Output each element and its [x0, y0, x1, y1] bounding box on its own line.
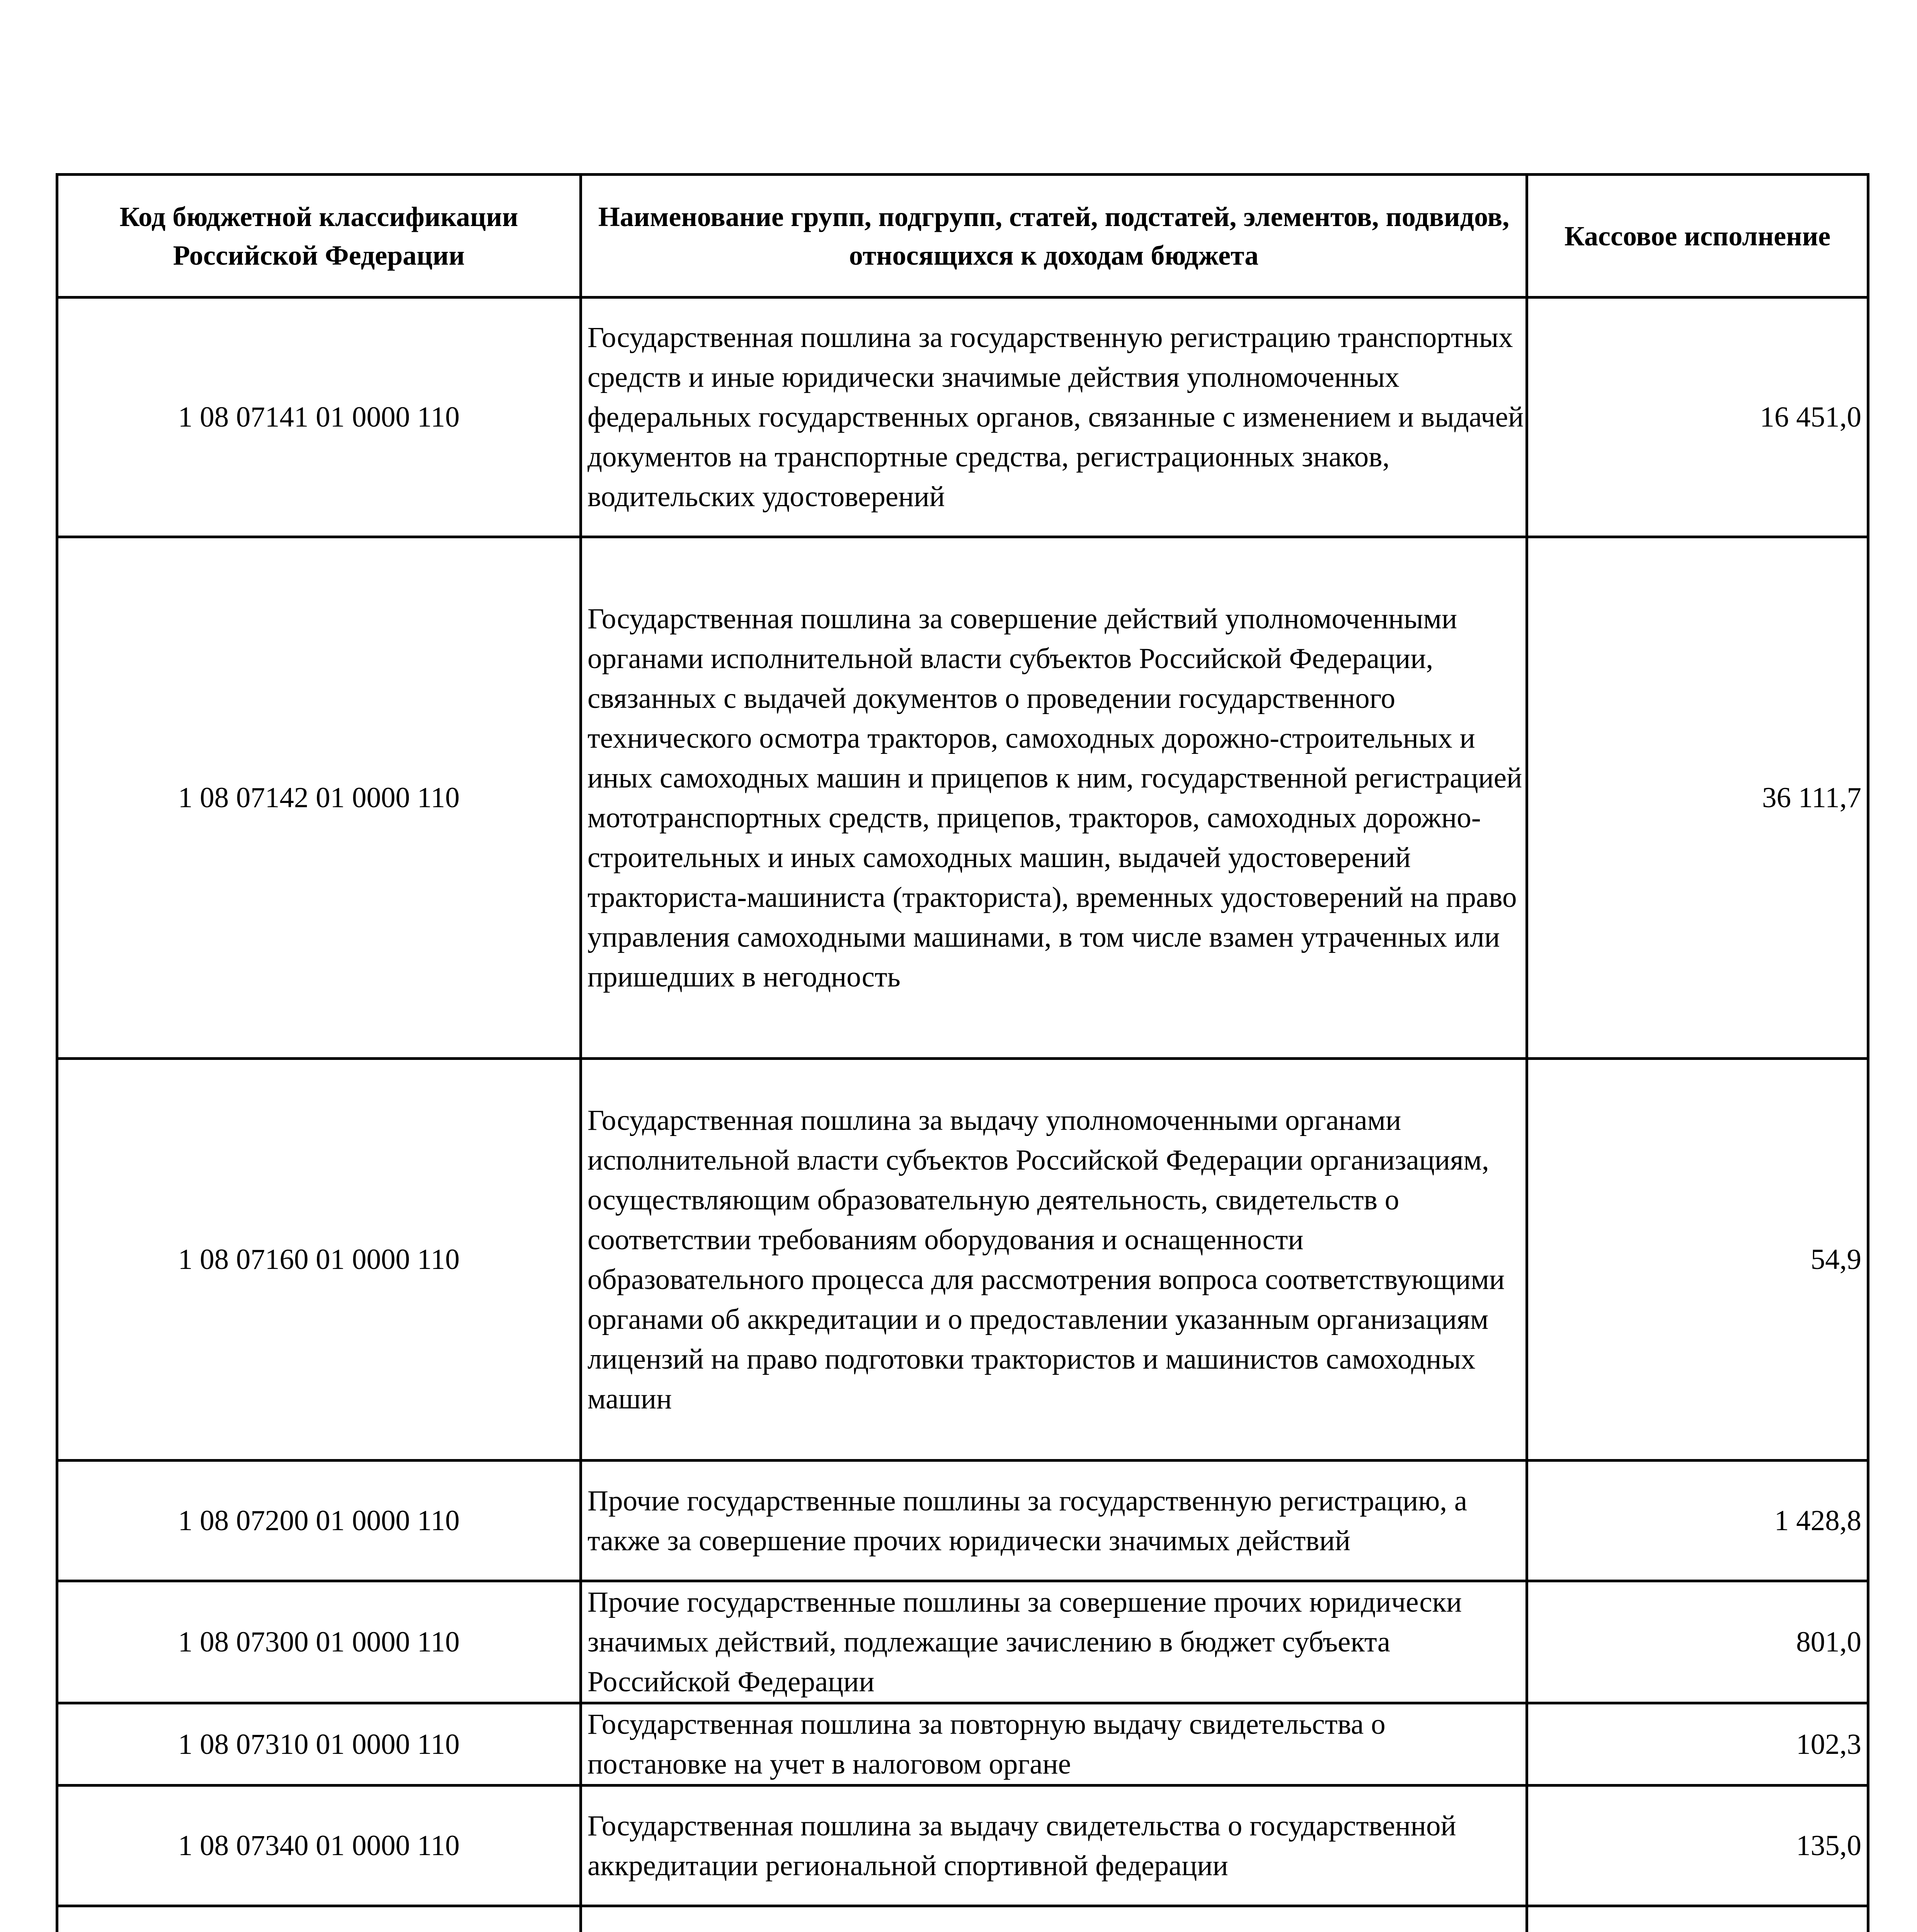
row-name: Прочие государственные пошлины за государственную регистрацию, а также за совершение прочих юридически значимых действий: [581, 1461, 1527, 1581]
row-name: Государственная пошлина за совершение действий уполномоченными органами исполнительной власти субъектов Российской Федерации, связанных с выдачей документов о проведении государственного технического осмотра тракторов, самоходных дорожно-строительных и иных самоходных машин и прицепов к ним, государственной регистрацией мототранспортных средств, прицепов, тракторов, самоходных дорожно-строительных и иных самоходных машин, выдачей удостоверений тракториста-машиниста (тракториста), временных удостоверений на право управления самоходными машинами, в том числе взамен утраченных или пришедших в негодность: [581, 537, 1527, 1059]
header-amount: Кассовое исполнение: [1527, 175, 1868, 298]
table-header-row: [57, 175, 1868, 298]
header-name: Наименование групп, подгрупп, статей, подстатей, элементов, подвидов, относящихся к доходам бюджета: [581, 175, 1527, 298]
table-row: [57, 1786, 1868, 1906]
row-code: 1 08 07141 01 0000 110: [57, 298, 581, 537]
row-code: [57, 1906, 581, 1932]
row-amount: 102,3: [1527, 1703, 1868, 1786]
row-amount: 36 111,7: [1527, 537, 1868, 1059]
row-name: Государственная пошлина за государственную регистрацию транспортных средств и иные юридически значимые действия уполномоченных федеральных государственных органов, связанные с изменением и выдачей документов на транспортные средства, регистрационных знаков, водительских удостоверений: [581, 298, 1527, 537]
row-name: Государственная пошлина за повторную выдачу свидетельства о постановке на учет в налоговом органе: [581, 1703, 1527, 1786]
row-amount: [1527, 1906, 1868, 1932]
table-row: [57, 1461, 1868, 1581]
row-code: 1 08 07340 01 0000 110: [57, 1786, 581, 1906]
table-row: [57, 1703, 1868, 1786]
row-code: 1 08 07310 01 0000 110: [57, 1703, 581, 1786]
row-amount: 54,9: [1527, 1059, 1868, 1461]
row-code: 1 08 07300 01 0000 110: [57, 1581, 581, 1703]
row-amount: 1 428,8: [1527, 1461, 1868, 1581]
row-name: Государственная пошлина за выдачу уполномоченными органами исполнительной власти субъектов Российской Федерации организациям, осуществляющим образовательную деятельность, свидетельств о соответствии требованиям оборудования и оснащенности образовательного процесса для рассмотрения вопроса соответствующими органами об аккредитации и о предоставлении указанным организациям лицензий на право подготовки трактористов и машинистов самоходных машин: [581, 1059, 1527, 1461]
table-row: [57, 298, 1868, 537]
row-amount: 135,0: [1527, 1786, 1868, 1906]
row-code: 1 08 07142 01 0000 110: [57, 537, 581, 1059]
row-name: Государственная пошлина за выдачу свидетельства о государственной аккредитации региональной спортивной федерации: [581, 1786, 1527, 1906]
row-name: Прочие государственные пошлины за совершение прочих юридически значимых действий, подлежащие зачислению в бюджет субъекта Российской Федерации: [581, 1581, 1527, 1703]
table-row: [57, 1059, 1868, 1461]
table-row: [57, 537, 1868, 1059]
table-row: [57, 1906, 1868, 1932]
row-code: 1 08 07160 01 0000 110: [57, 1059, 581, 1461]
header-code: Код бюджетной классификации Российской Федерации: [57, 175, 581, 298]
budget-revenue-table: [56, 173, 1869, 1932]
table-row: [57, 1581, 1868, 1703]
row-amount: 16 451,0: [1527, 298, 1868, 537]
row-amount: 801,0: [1527, 1581, 1868, 1703]
row-name: [581, 1906, 1527, 1932]
row-code: 1 08 07200 01 0000 110: [57, 1461, 581, 1581]
